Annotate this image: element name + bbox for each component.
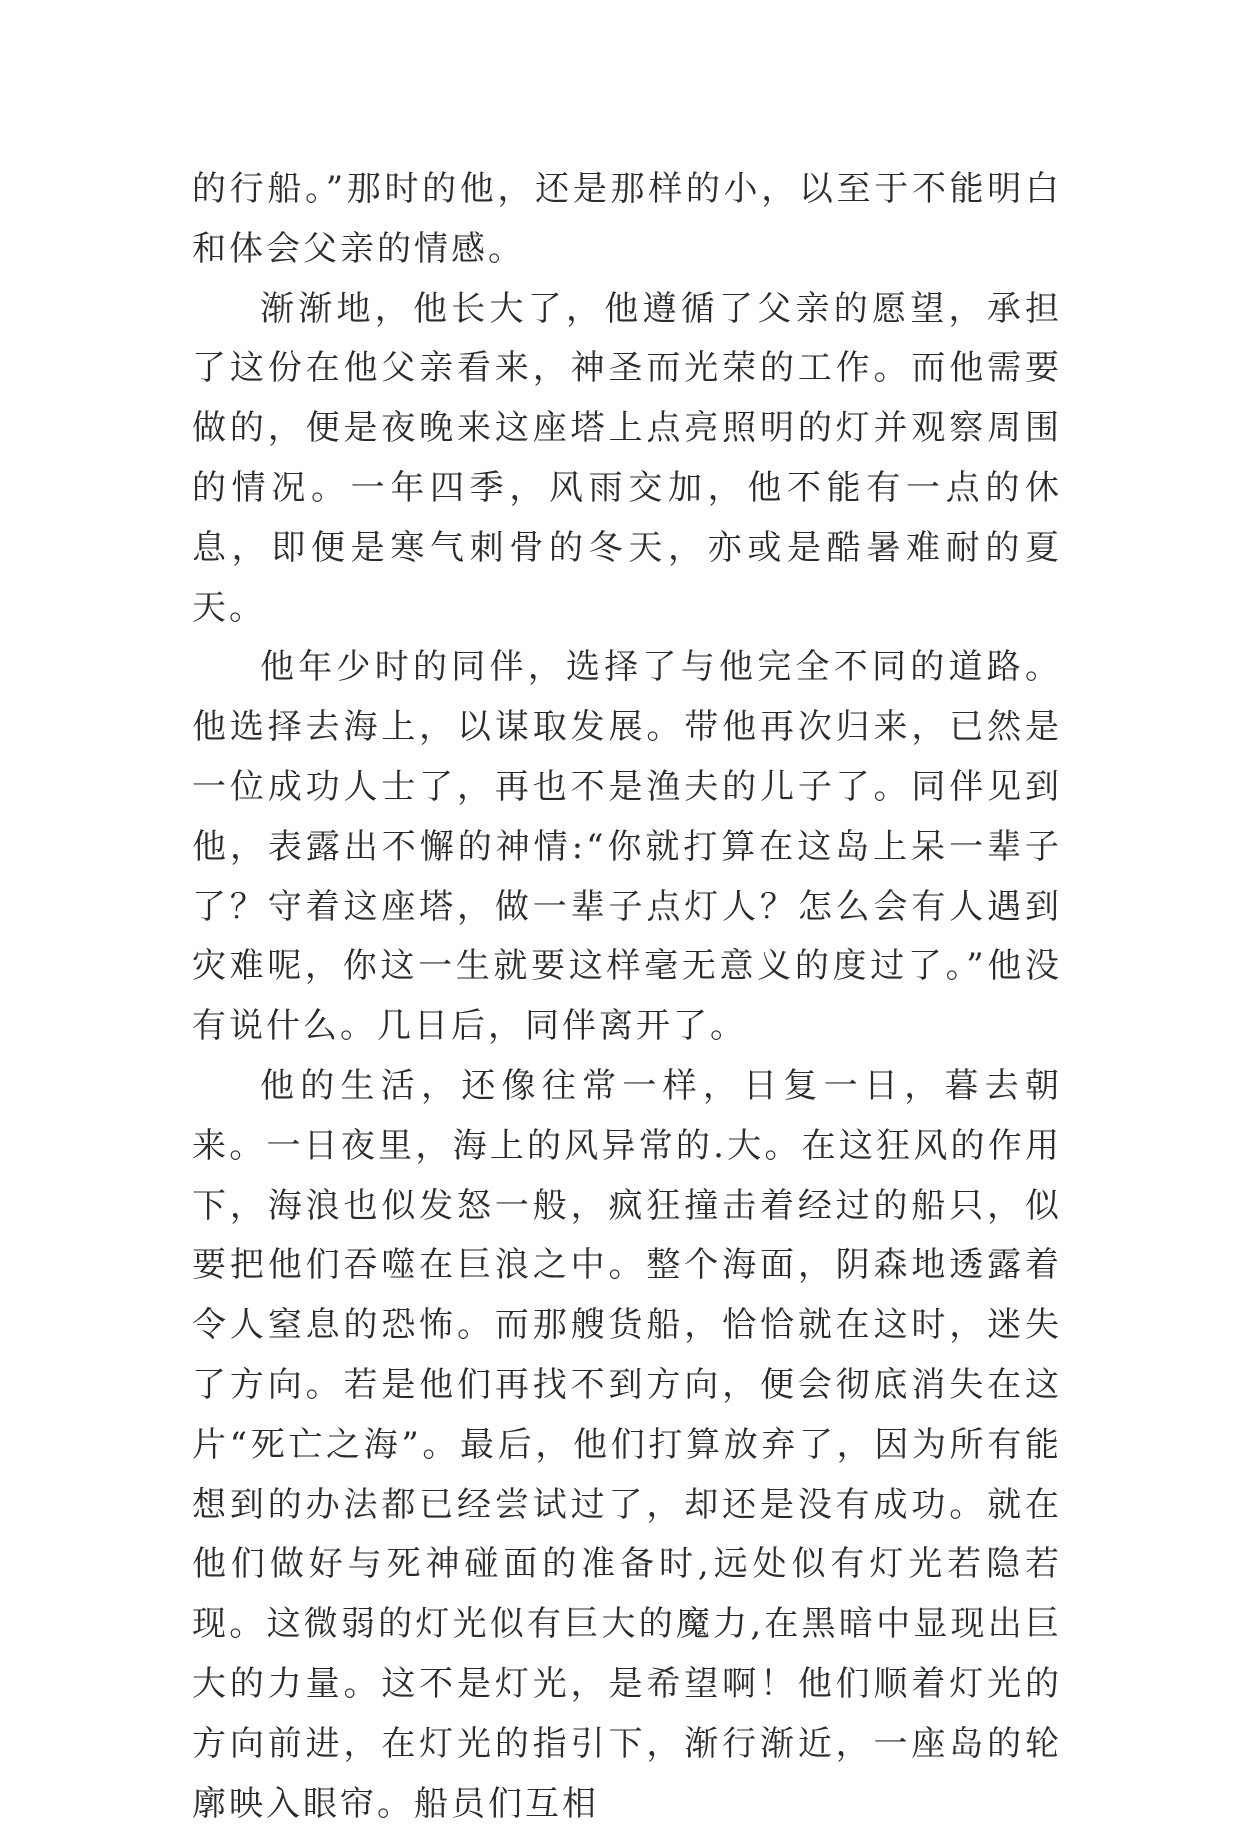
paragraph: 他的生活，还像往常一样，日复一日，暮去朝来。一日夜里，海上的风异常的.大。在这狂风的作用下，海浪也似发怒一般，疯狂撞击着经过的船只，似要把他们吞噬在巨浪之中。整个海面，阴森地透露着令人窒息的恐怖。而那艘货船，恰恰就在这时，迷失了方向。若是他们再找不到方向，便会彻底消失在这片“死亡之海”。最后，他们打算放弃了，因为所有能想到的办法都已经尝试过了，却还是没有成功。就在他们做好与死神碰面的准备时,远处似有灯光若隐若现。这微弱的灯光似有巨大的魔力,在黑暗中显现出巨大的力量。这不是灯光，是希望啊！他们顺着灯光的方向前进，在灯光的指引下，渐行渐近，一座岛的轮廓映入眼帘。船员们互相 xyxy=(192,1065,1062,1824)
paragraph: 渐渐地，他长大了，他遵循了父亲的愿望，承担了这份在他父亲看来，神圣而光荣的工作。而他需要做的，便是夜晚来这座塔上点亮照明的灯并观察周围的情况。一年四季，风雨交加，他不能有一点的休息，即便是寒气刺骨的冬天，亦或是酷暑难耐的夏天。 xyxy=(192,288,1062,628)
paragraph-continued: 的行船。”那时的他，还是那样的小，以至于不能明白和体会父亲的情感。 xyxy=(192,169,1062,269)
paragraph: 他年少时的同伴，选择了与他完全不同的道路。他选择去海上，以谋取发展。带他再次归来，已然是一位成功人士了，再也不是渔夫的儿子了。同伴见到他，表露出不懈的神情:“你就打算在这岛上呆一辈子了？守着这座塔，做一辈子点灯人？怎么会有人遇到灾难呢，你这一生就要这样毫无意义的度过了。”他没有说什么。几日后，同伴离开了。 xyxy=(192,647,1062,1047)
body-text xyxy=(192,160,1062,1834)
